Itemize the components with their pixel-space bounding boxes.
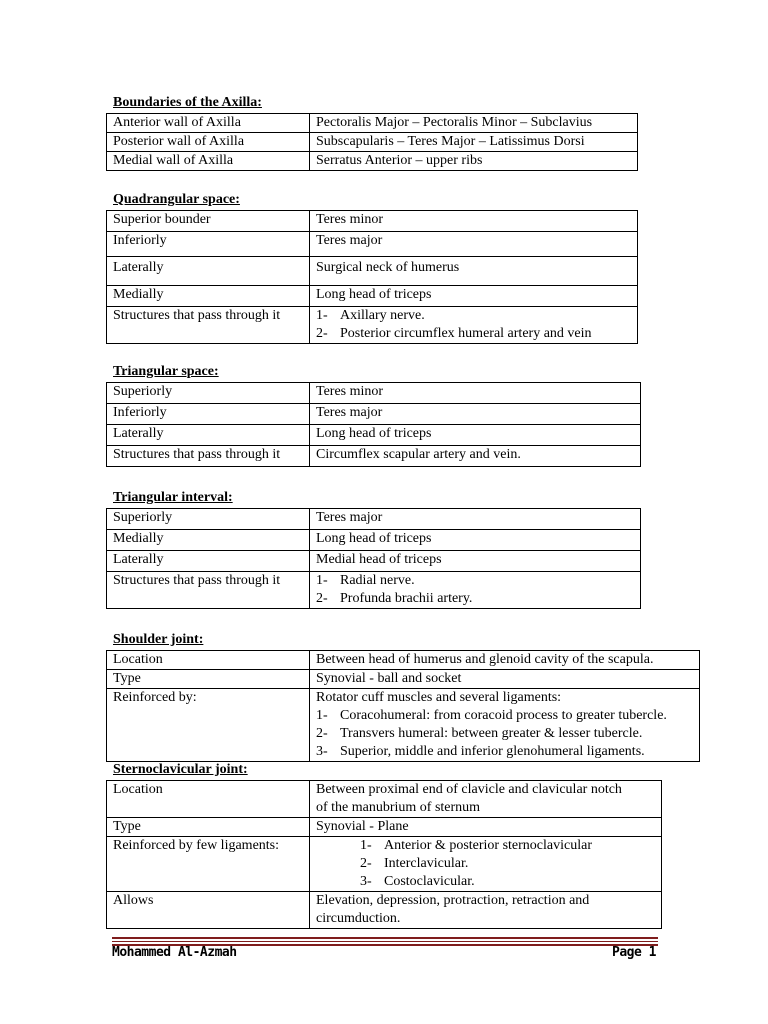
row-label: Laterally	[107, 425, 310, 446]
row-value: Synovial - ball and socket	[310, 670, 700, 689]
item-text: Coracohumeral: from coracoid process to greater tubercle.	[340, 708, 667, 723]
table-row	[107, 404, 641, 425]
row-label: Reinforced by:	[107, 689, 310, 762]
row-value	[310, 837, 662, 892]
row-value: Teres major	[310, 509, 641, 530]
table-row	[107, 133, 638, 152]
item-text: Radial nerve.	[340, 573, 415, 588]
quadrangular-title: Quadrangular space:	[113, 192, 240, 207]
table-row	[107, 232, 638, 257]
ligaments-list	[316, 707, 693, 761]
row-value: Teres minor	[310, 211, 638, 232]
location-line-1: Between proximal end of clavicle and clavicular notch	[316, 782, 622, 797]
structures-list	[316, 572, 634, 608]
table-row	[107, 446, 641, 467]
sterno-title: Sternoclavicular joint:	[113, 762, 248, 777]
row-label: Superiorly	[107, 383, 310, 404]
table-row	[107, 257, 638, 286]
table-row	[107, 670, 700, 689]
table-row	[107, 572, 641, 609]
row-value: Long head of triceps	[310, 530, 641, 551]
row-value: Teres major	[310, 232, 638, 257]
list-item	[316, 307, 631, 325]
item-number: 2-	[316, 591, 328, 606]
axilla-section	[106, 95, 638, 171]
item-number: 1-	[316, 573, 328, 588]
table-row	[107, 152, 638, 171]
row-label: Laterally	[107, 551, 310, 572]
item-text: Anterior & posterior sternoclavicular	[384, 838, 592, 853]
axilla-title: Boundaries of the Axilla:	[113, 95, 262, 110]
row-label: Type	[107, 818, 310, 837]
row-label: Location	[107, 781, 310, 818]
row-label: Structures that pass through it	[107, 446, 310, 467]
row-label: Medial wall of Axilla	[107, 152, 310, 171]
table-row	[107, 892, 662, 929]
table-row	[107, 509, 641, 530]
table-row	[107, 307, 638, 344]
row-label: Posterior wall of Axilla	[107, 133, 310, 152]
table-row	[107, 551, 641, 572]
list-item	[316, 590, 634, 608]
item-text: Transvers humeral: between greater & lesser tubercle.	[340, 726, 643, 741]
table-row	[107, 818, 662, 837]
row-value: Serratus Anterior – upper ribs	[310, 152, 638, 171]
structures-list	[316, 307, 631, 343]
row-label: Structures that pass through it	[107, 307, 310, 344]
row-value: Pectoralis Major – Pectoralis Minor – Subclavius	[310, 114, 638, 133]
axilla-table	[106, 113, 638, 171]
row-value: Circumflex scapular artery and vein.	[310, 446, 641, 467]
table-row	[107, 837, 662, 892]
item-text: Superior, middle and inferior glenohumeral ligaments.	[340, 744, 645, 759]
table-row	[107, 651, 700, 670]
row-value: Subscapularis – Teres Major – Latissimus Dorsi	[310, 133, 638, 152]
row-label: Laterally	[107, 257, 310, 286]
row-label: Reinforced by few ligaments:	[107, 837, 310, 892]
table-row	[107, 286, 638, 307]
allows-line-1: Elevation, depression, protraction, retraction and	[316, 893, 590, 908]
item-number: 1-	[316, 308, 328, 323]
list-item	[360, 873, 655, 891]
shoulder-table	[106, 650, 700, 762]
row-label: Inferiorly	[107, 232, 310, 257]
item-number: 2-	[316, 326, 328, 341]
allows-line-2: circumduction.	[316, 911, 401, 926]
row-value	[310, 307, 638, 344]
item-number: 1-	[316, 708, 328, 723]
table-row	[107, 530, 641, 551]
row-value: Long head of triceps	[310, 425, 641, 446]
item-text: Axillary nerve.	[340, 308, 425, 323]
item-number: 1-	[360, 838, 372, 853]
row-label: Superiorly	[107, 509, 310, 530]
triangular-interval-table	[106, 508, 641, 609]
item-text: Costoclavicular.	[384, 874, 475, 889]
ligaments-list	[316, 837, 655, 891]
table-row	[107, 781, 662, 818]
table-row	[107, 211, 638, 232]
row-value	[310, 572, 641, 609]
list-item	[316, 707, 693, 725]
sterno-table	[106, 780, 662, 929]
item-number: 3-	[360, 874, 372, 889]
row-label: Inferiorly	[107, 404, 310, 425]
table-row	[107, 425, 641, 446]
row-value	[310, 892, 662, 929]
row-value: Between head of humerus and glenoid cavity of the scapula.	[310, 651, 700, 670]
row-label: Medially	[107, 530, 310, 551]
row-value: Synovial - Plane	[310, 818, 662, 837]
quadrangular-table	[106, 210, 638, 344]
sterno-section	[106, 762, 662, 929]
row-value: Long head of triceps	[310, 286, 638, 307]
table-row	[107, 689, 700, 762]
triangular-space-title: Triangular space:	[113, 364, 219, 379]
row-label: Anterior wall of Axilla	[107, 114, 310, 133]
row-value: Teres major	[310, 404, 641, 425]
triangular-interval-section	[106, 490, 641, 609]
list-item	[316, 325, 631, 343]
triangular-space-table	[106, 382, 641, 467]
row-value	[310, 781, 662, 818]
reinforced-intro: Rotator cuff muscles and several ligaments:	[316, 690, 562, 705]
item-number: 2-	[316, 726, 328, 741]
row-value: Teres minor	[310, 383, 641, 404]
table-row	[107, 114, 638, 133]
item-text: Interclavicular.	[384, 856, 469, 871]
row-value	[310, 689, 700, 762]
row-label: Medially	[107, 286, 310, 307]
row-label: Allows	[107, 892, 310, 929]
footer-author: Mohammed Al-Azmah	[112, 945, 237, 960]
table-row	[107, 383, 641, 404]
row-label: Type	[107, 670, 310, 689]
item-text: Profunda brachii artery.	[340, 591, 473, 606]
triangular-space-section	[106, 364, 641, 467]
row-value: Medial head of triceps	[310, 551, 641, 572]
row-label: Location	[107, 651, 310, 670]
shoulder-title: Shoulder joint:	[113, 632, 204, 647]
list-item	[360, 855, 655, 873]
quadrangular-section	[106, 192, 638, 344]
list-item	[360, 837, 655, 855]
row-label: Structures that pass through it	[107, 572, 310, 609]
location-line-2: of the manubrium of sternum	[316, 800, 481, 815]
row-value: Surgical neck of humerus	[310, 257, 638, 286]
triangular-interval-title: Triangular interval:	[113, 490, 233, 505]
shoulder-section	[106, 632, 700, 762]
item-number: 2-	[360, 856, 372, 871]
list-item	[316, 725, 693, 743]
item-number: 3-	[316, 744, 328, 759]
list-item	[316, 572, 634, 590]
list-item	[316, 743, 693, 761]
footer-page-number: Page 1	[612, 945, 656, 960]
row-label: Superior bounder	[107, 211, 310, 232]
item-text: Posterior circumflex humeral artery and vein	[340, 326, 592, 341]
